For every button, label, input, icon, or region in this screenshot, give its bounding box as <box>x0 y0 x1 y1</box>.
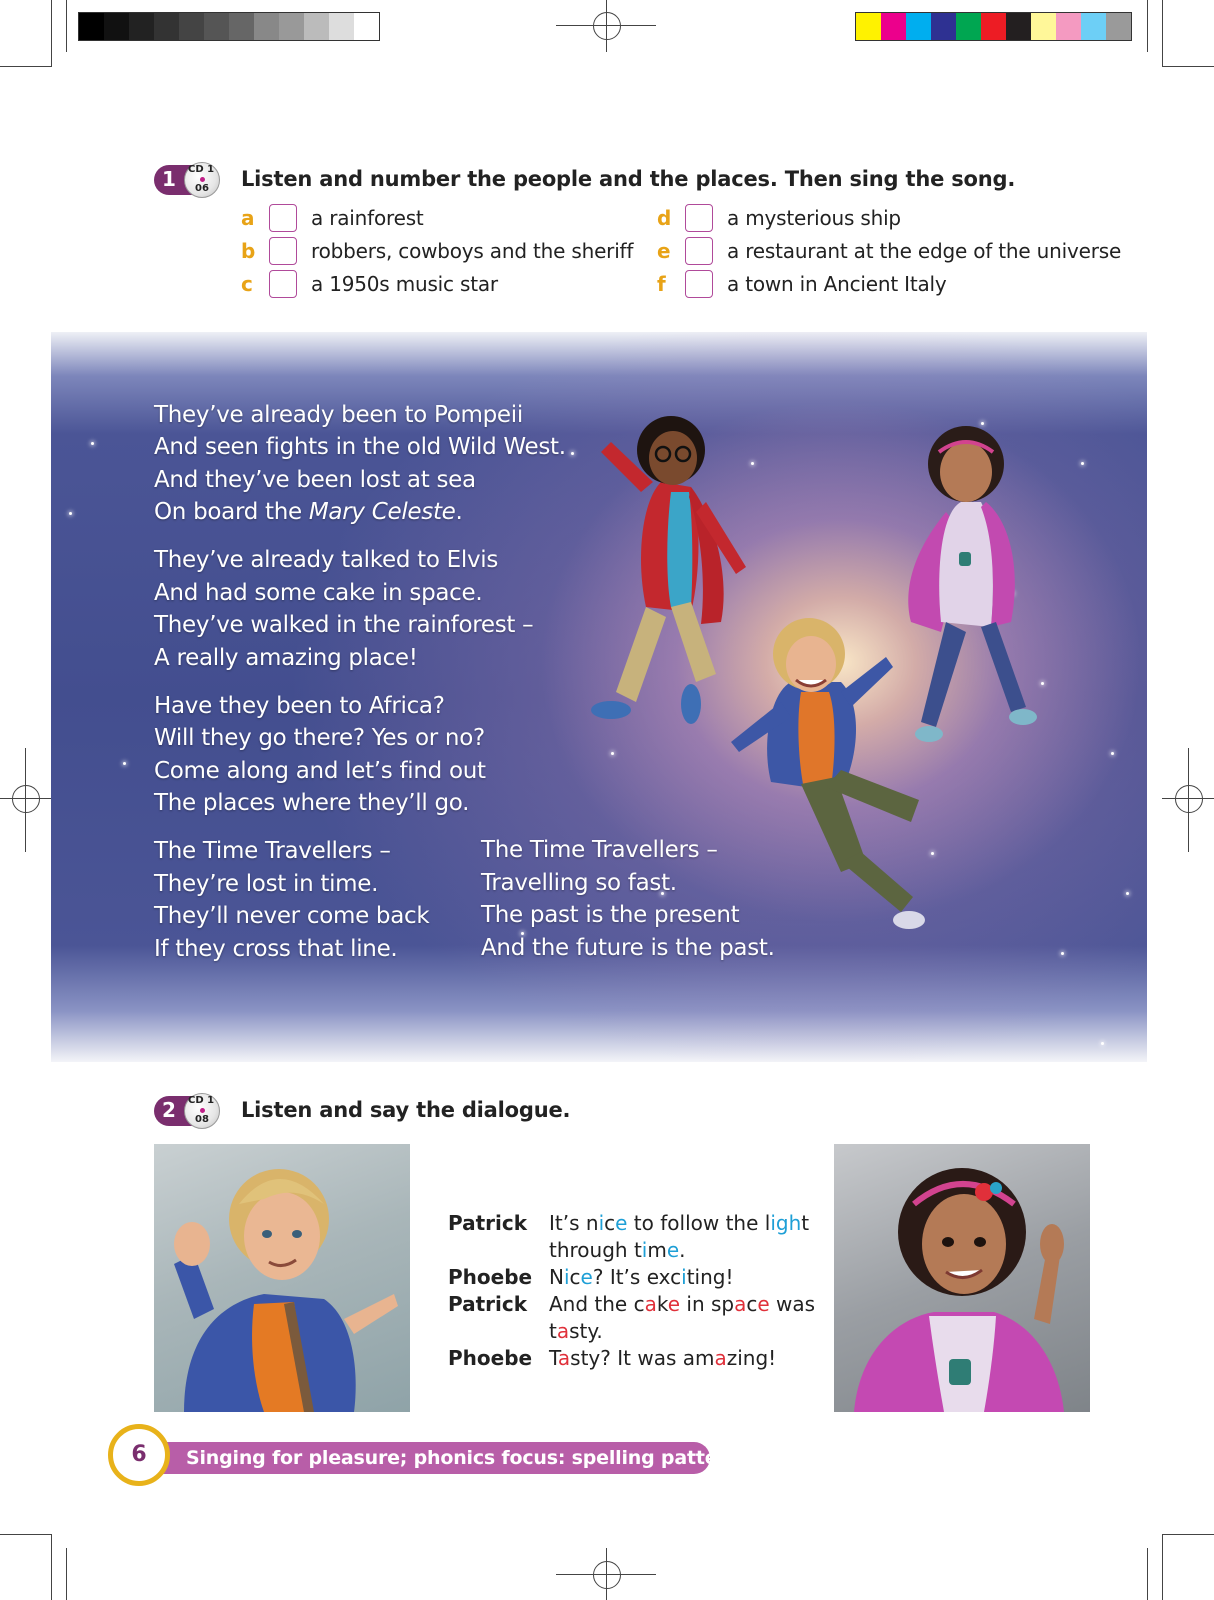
song-line: They’ve already talked to Elvis <box>154 547 499 573</box>
song-line: They’ll never come back <box>154 903 430 929</box>
dialogue-line: through time. <box>549 1238 686 1262</box>
song-line: Will they go there? Yes or no? <box>154 725 485 751</box>
process-color-bar <box>855 12 1132 41</box>
answer-box[interactable] <box>269 270 297 298</box>
time-travellers-illustration <box>541 392 1101 952</box>
boy-glasses-figure <box>591 416 746 724</box>
answer-box[interactable] <box>685 204 713 232</box>
option-text: a mysterious ship <box>727 206 901 230</box>
cd-label: CD 1 <box>188 164 215 175</box>
song-line: The places where they’ll go. <box>154 790 470 816</box>
song-line: And the future is the past. <box>481 935 775 961</box>
option-text: a town in Ancient Italy <box>727 272 947 296</box>
option-letter: b <box>241 239 256 263</box>
song-line: The past is the present <box>481 902 740 928</box>
song-line: Come along and let’s find out <box>154 758 486 784</box>
exercise-1-instruction: Listen and number the people and the places. Then sing the song. <box>241 167 1016 191</box>
dialogue-speaker: Patrick <box>448 1211 528 1235</box>
dialogue-line: It’s nice to follow the light <box>549 1211 810 1235</box>
song-line: Travelling so fast. <box>481 870 677 896</box>
song-line: They’ve already been to Pompeii <box>154 402 523 428</box>
option-letter: a <box>241 206 255 230</box>
cd-track: 08 <box>195 1114 209 1125</box>
blond-boy-figure <box>731 618 925 929</box>
song-line: And had some cake in space. <box>154 580 483 606</box>
song-line: Have they been to Africa? <box>154 693 445 719</box>
song-line: The Time Travellers – <box>154 838 391 864</box>
exercise-2-badge <box>154 1093 222 1129</box>
song-line: And they’ve been lost at sea <box>154 467 476 493</box>
ship-name: Mary Celeste <box>308 499 456 525</box>
dialogue-line: And the cake in space was <box>549 1292 816 1316</box>
answer-box[interactable] <box>685 270 713 298</box>
dialogue-line: Tasty? It was amazing! <box>549 1346 777 1370</box>
exercise-1-badge <box>154 162 222 198</box>
page-number-badge <box>108 1424 170 1486</box>
grayscale-color-bar <box>78 12 380 41</box>
cd-track: 06 <box>195 183 209 194</box>
song-line: And seen fights in the old Wild West. <box>154 434 566 460</box>
option-text: a rainforest <box>311 206 424 230</box>
exercise-2-instruction: Listen and say the dialogue. <box>241 1098 571 1122</box>
exercise-number: 2 <box>162 1098 176 1122</box>
song-panel <box>51 332 1147 1062</box>
patrick-portrait <box>154 1144 410 1412</box>
girl-figure <box>908 426 1037 742</box>
dialogue-speaker: Phoebe <box>448 1265 533 1289</box>
cd-label: CD 1 <box>188 1095 215 1106</box>
dialogue-speaker: Phoebe <box>448 1346 533 1370</box>
option-letter: e <box>657 239 671 263</box>
song-line: If they cross that line. <box>154 936 398 962</box>
phoebe-illustration <box>834 1144 1090 1412</box>
option-letter: d <box>657 206 672 230</box>
song-line: The Time Travellers – <box>481 837 718 863</box>
exercise-number: 1 <box>162 167 176 191</box>
option-letter: c <box>241 272 253 296</box>
option-text: a 1950s music star <box>311 272 498 296</box>
answer-box[interactable] <box>685 237 713 265</box>
dialogue-line: tasty. <box>549 1319 603 1343</box>
page-number: 6 <box>131 1442 147 1467</box>
option-text: a restaurant at the edge of the universe <box>727 239 1122 263</box>
dialogue-line: Nice? It’s exciting! <box>549 1265 734 1289</box>
phoebe-portrait <box>834 1144 1090 1412</box>
option-letter: f <box>657 272 666 296</box>
answer-box[interactable] <box>269 204 297 232</box>
option-text: robbers, cowboys and the sheriff <box>311 239 634 263</box>
song-line: On board the Mary Celeste. <box>154 499 463 525</box>
answer-box[interactable] <box>269 237 297 265</box>
footer-topic-bar <box>150 1442 751 1474</box>
song-line: A really amazing place! <box>154 645 418 671</box>
footer-topic: Singing for pleasure; phonics focus: spelling patterns <box>186 1447 751 1469</box>
song-line: They’ve walked in the rainforest – <box>154 612 534 638</box>
dialogue-speaker: Patrick <box>448 1292 528 1316</box>
patrick-illustration <box>154 1144 410 1412</box>
song-line: They’re lost in time. <box>154 871 379 897</box>
